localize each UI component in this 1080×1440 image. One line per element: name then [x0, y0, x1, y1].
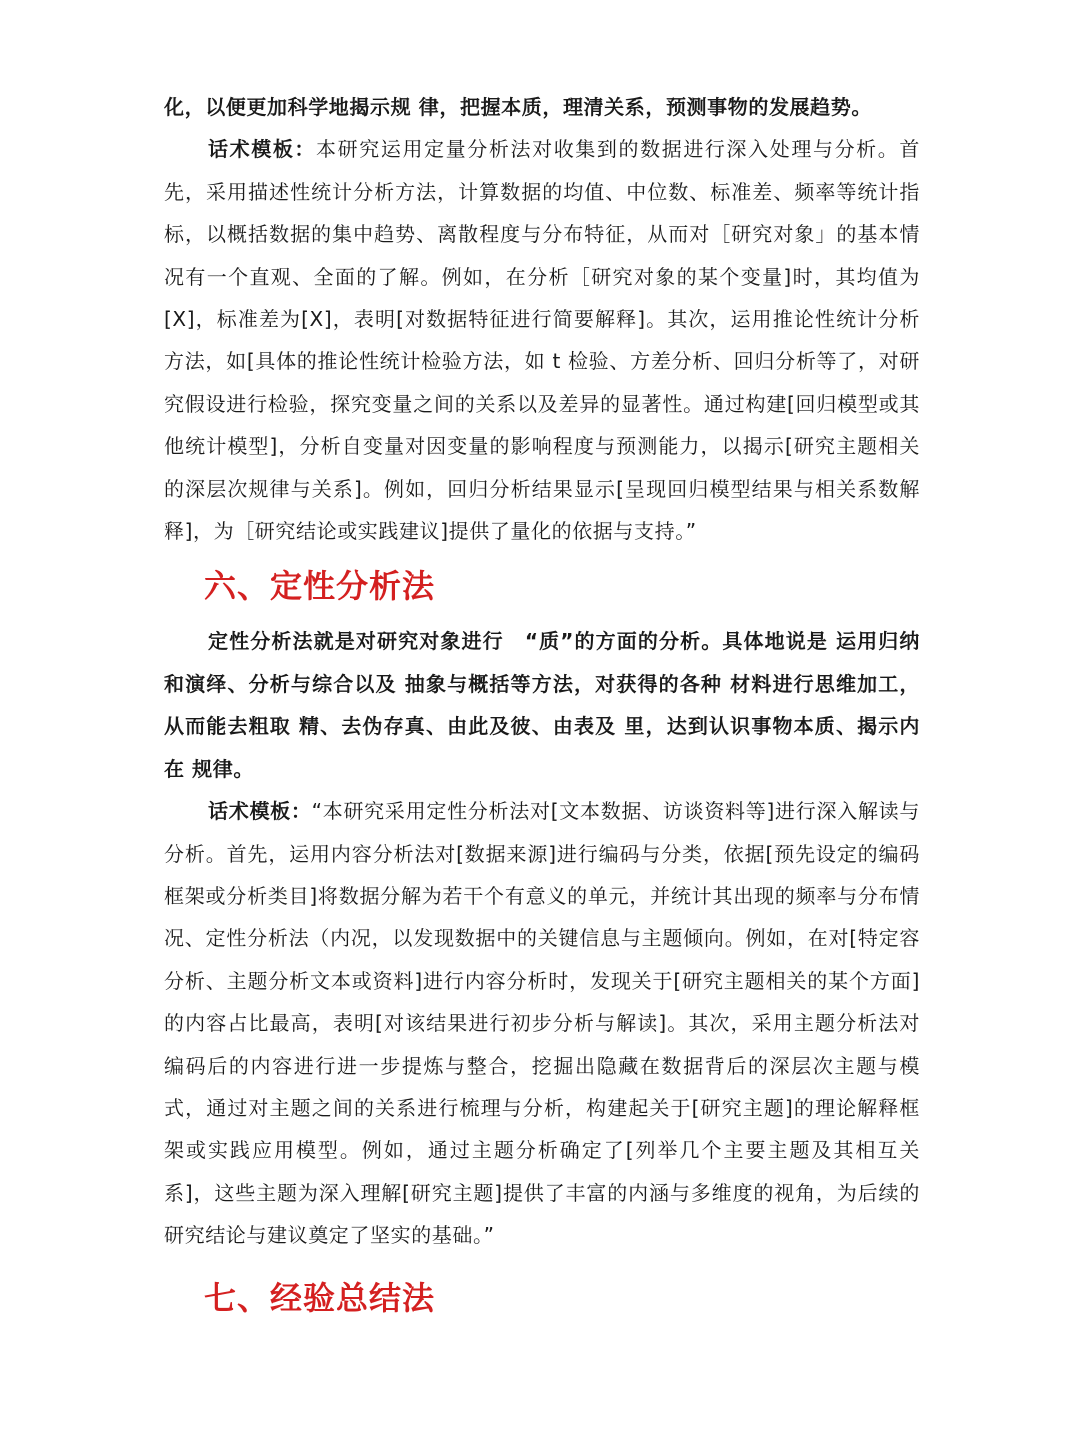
qualitative-template-paragraph: [164, 790, 920, 1256]
continuation-paragraph: 化，以便更加科学地揭示规 律，把握本质，理清关系，预测事物的发展趋势。: [164, 95, 872, 119]
section-heading-qualitative: 六、定性分析法: [204, 567, 436, 606]
qualitative-intro-paragraph: 定性分析法就是对研究对象进行 “质”的方面的分析。具体地说是 运用归纳和演绎、分析与综合以及 抽象与概括等方法，对获得的各种 材料进行思维加工，从而能去粗取 精、去伪存真、由此及彼、由表及 里，达到认识事物本质、揭示内在 规律。: [164, 629, 920, 781]
template-label: 话术模板：: [208, 137, 317, 162]
document-page: [164, 86, 920, 1331]
template-text: 本研究运用定量分析法对收集到的数据进行深入处理与分析。首先，采用描述性统计分析方法，计算数据的均值、中位数、标准差、频率等统计指标，以概括数据的集中趋势、离散程度与分布特征，从而对［研究对象」的基本情况有一个直观、全面的了解。例如，在分析［研究对象的某个变量]时，其均值为[X]，标准差为[X]，表明[对数据特征进行简要解释]。其次，运用推论性统计分析方法，如[具体的推论性统计检验方法，如 t 检验、方差分析、回归分析等了，对研究假设进行检验，探究变量之间的关系以及差异的显著性。通过构建[回归模型或其他统计模型]，分析自变量对因变量的影响程度与预测能力，以揭示[研究主题相关的深层次规律与关系]。例如，回归分析结果显示[呈现回归模型结果与相关系数解释]，为［研究结论或实践建议]提供了量化的依据与支持。”: [164, 137, 920, 544]
section-heading-experience-summary: 七、经验总结法: [204, 1278, 436, 1317]
template-text: “本研究采用定性分析法对[文本数据、访谈资料等]进行深入解读与分析。首先，运用内容分析法对[数据来源]进行编码与分类，依据[预先设定的编码框架或分析类目]将数据分解为若干个有意义的单元，并统计其出现的频率与分布情况、定性分析法（内况，以发现数据中的关键信息与主题倾向。例如，在对[特定容分析、主题分析文本或资料]进行内容分析时，发现关于[研究主题相关的某个方面]的内容占比最高，表明[对该结果进行初步分析与解读]。其次，采用主题分析法对编码后的内容进行进一步提炼与整合，挖掘出隐藏在数据背后的深层次主题与模式，通过对主题之间的关系进行梳理与分析，构建起关于[研究主题]的理论解释框架或实践应用模型。例如，通过主题分析确定了[列举几个主要主题及其相互关系]，这些主题为深入理解[研究主题]提供了丰富的内涵与多维度的视角，为后续的研究结论与建议奠定了坚实的基础。”: [164, 799, 920, 1248]
quantitative-template-paragraph: [164, 128, 920, 552]
template-label: 话术模板：: [208, 799, 312, 824]
